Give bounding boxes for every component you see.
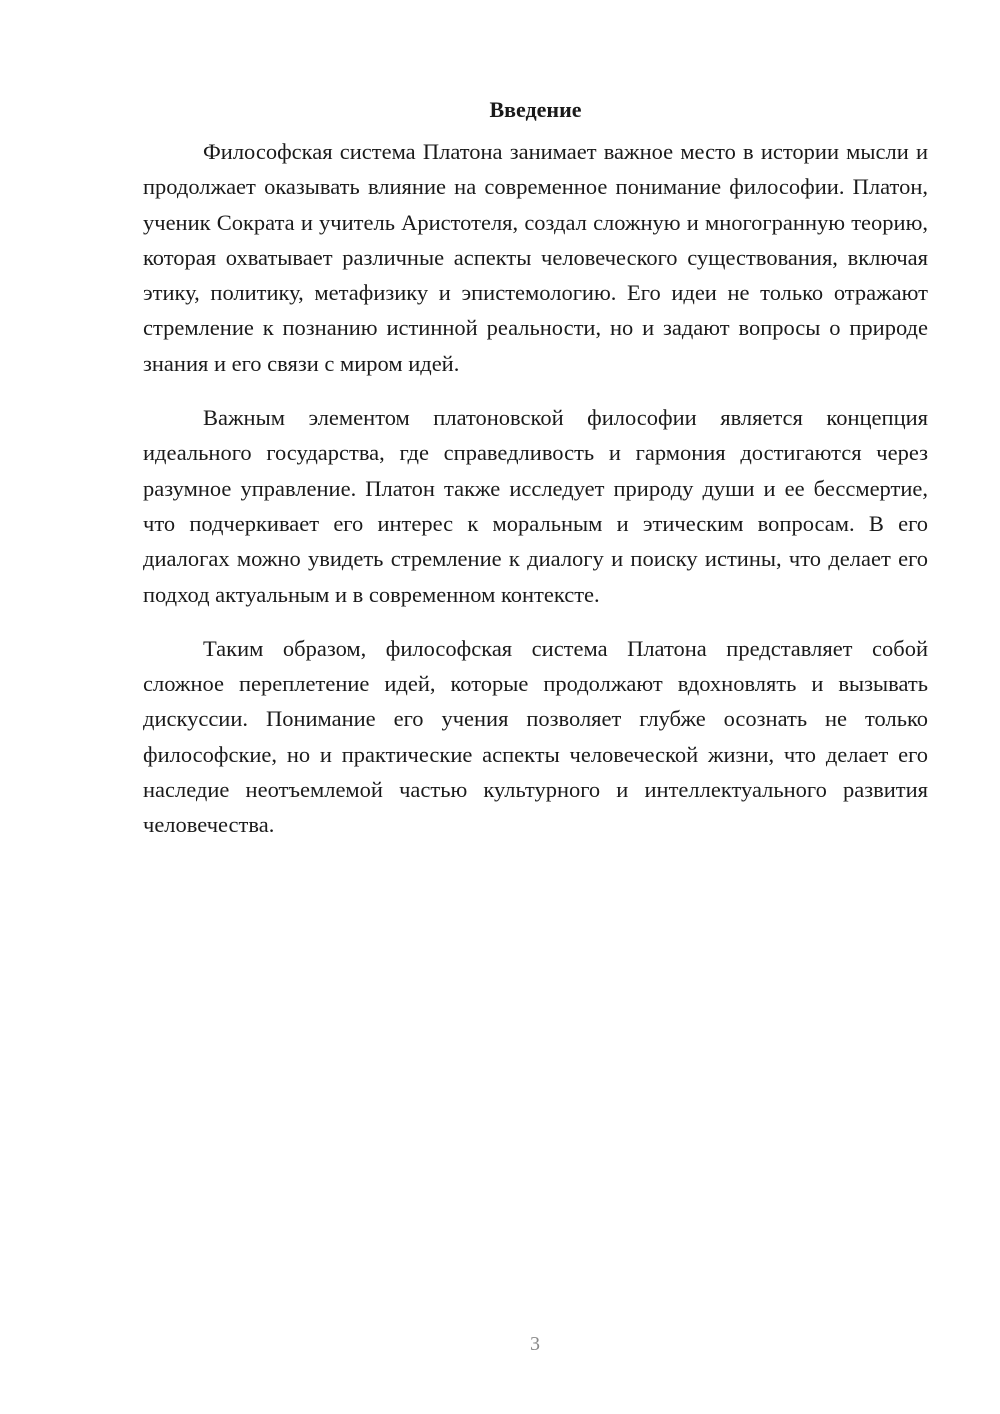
section-heading: Введение [489, 97, 582, 122]
paragraph-3: Таким образом, философская система Платона представляет собой сложное переплетение идей, которые продолжают вдохновлять и вызывать дискуссии. Понимание его учения позволяет глубже осознать не только философские, но и практические аспекты человеческой жизни, что делает его наследие неотъемлемой частью культурного и интеллектуального развития человечества. [143, 635, 928, 838]
paragraph-2: Важным элементом платоновской философии является концепция идеального государства, где справедливость и гармония достигаются через разумное управление. Платон также исследует природу души и ее бессмертие, что подчеркивает его интерес к моральным и этическим вопросам. В его диалогах можно увидеть стремление к диалогу и поиску истины, что делает его подход актуальным и в современном контексте. [143, 405, 928, 607]
document-page [143, 96, 928, 862]
paragraph-1: Философская система Платона занимает важное место в истории мысли и продолжает оказывать влияние на современное понимание философии. Платон, ученик Сократа и учитель Аристотеля, создал сложную и многогранную теорию, которая охватывает различные аспекты человеческого существования, включая этику, политику, метафизику и эпистемологию. Его идеи не только отражают стремление к познанию истинной реальности, но и задают вопросы о природе знания и его связи с миром идей. [143, 139, 928, 376]
page-number: 3 [530, 1333, 540, 1355]
